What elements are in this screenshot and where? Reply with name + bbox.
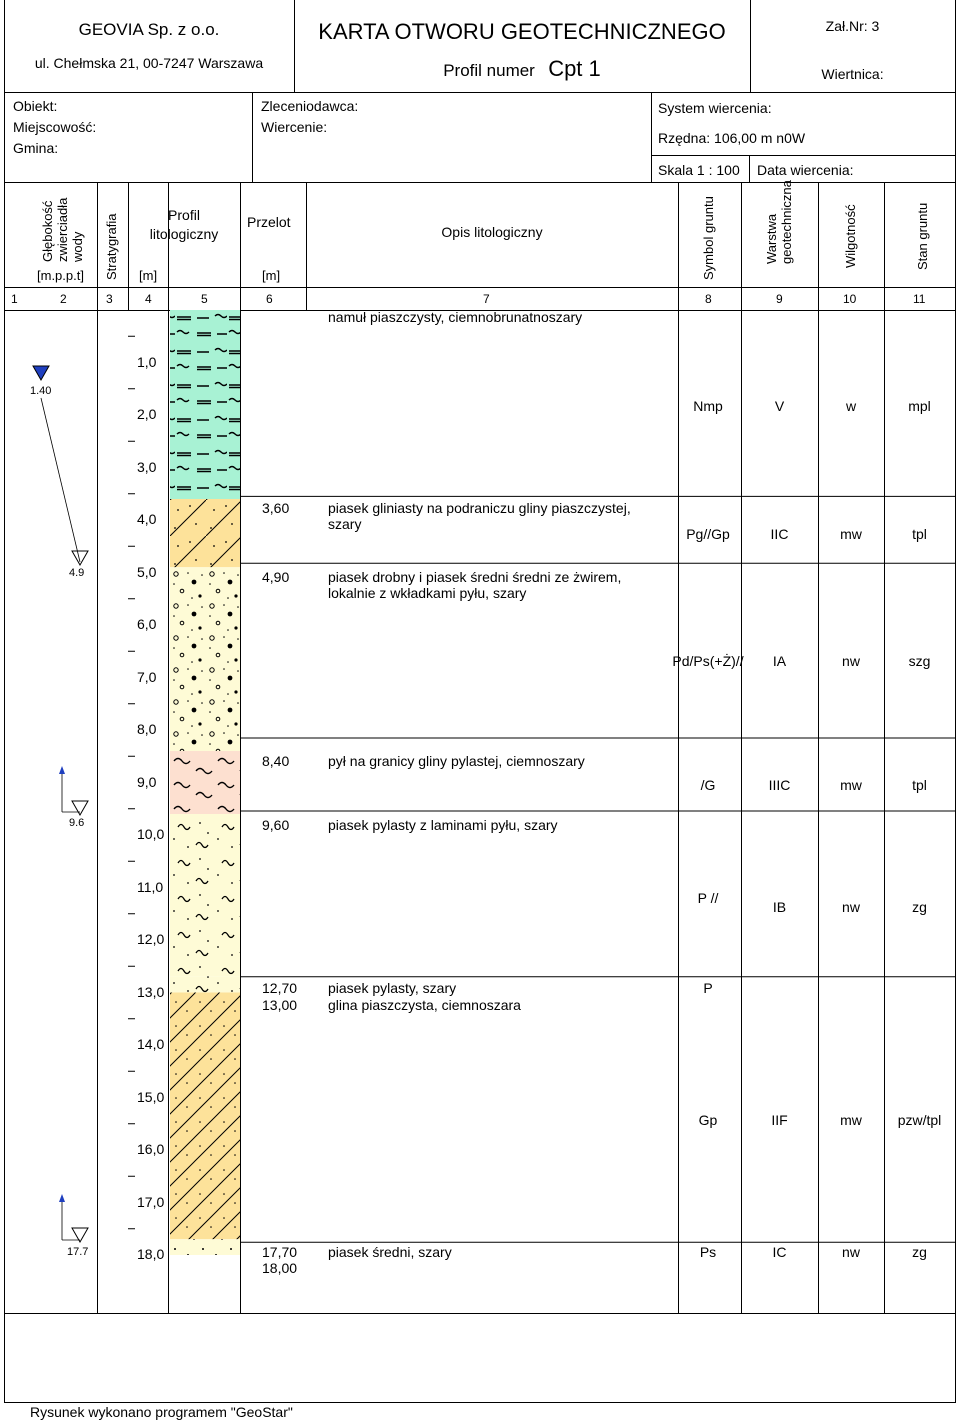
- company-name: GEOVIA Sp. z o.o.: [78, 20, 220, 39]
- water-level-value: 1.40: [30, 385, 52, 397]
- moisture-value: nw: [842, 1244, 860, 1260]
- scale-label: Skala 1 : 100: [658, 162, 740, 178]
- column-number: 6: [266, 292, 273, 306]
- geotech-layer: IIC: [770, 526, 789, 542]
- header-profile: Profil litologiczny: [149, 207, 219, 242]
- header-depth-water: Głębokość zwierciadła wody: [40, 197, 85, 262]
- depth-label: 8,0: [137, 721, 157, 737]
- page-title: KARTA OTWORU GEOTECHNICZNEGO: [318, 19, 726, 44]
- layer-description: szary: [328, 516, 362, 532]
- depth-label: 18,0: [137, 1246, 165, 1262]
- depth-label: 1,0: [137, 353, 157, 370]
- lithology-layer: [170, 1239, 240, 1255]
- soil-state: pzw/tpl: [897, 1112, 942, 1128]
- drilling-system-label: System wiercenia:: [658, 100, 772, 116]
- column-number: 3: [106, 292, 113, 306]
- water-level-value: 17.7: [67, 1246, 89, 1258]
- water-level-marker-icon: [72, 801, 88, 815]
- depth-label: 16,0: [137, 1141, 165, 1157]
- header-interval: Przelot: [247, 214, 291, 230]
- soil-state: tpl: [912, 526, 927, 542]
- depth-label: 15,0: [137, 1088, 165, 1105]
- layer-description: pył na granicy gliny pylastej, ciemnoszary: [328, 753, 585, 769]
- layer-depth: 9,60: [262, 817, 290, 833]
- water-level-line: [41, 398, 80, 562]
- layer-description: piasek pylasty z laminami pyłu, szary: [328, 817, 558, 833]
- soil-symbol: P: [703, 980, 713, 996]
- object-label: Obiekt:: [13, 98, 58, 114]
- soil-symbol: Ps: [699, 1244, 717, 1260]
- header-geotech-layer: Warstwa geotechniczna: [764, 180, 794, 264]
- water-level-marker-icon: [72, 551, 88, 565]
- column-number: 10: [843, 292, 857, 306]
- locality-label: Miejscowość:: [13, 119, 97, 135]
- client-label: Zleceniodawca:: [261, 98, 359, 114]
- drilling-date-label: Data wiercenia:: [757, 162, 854, 178]
- header-profile-unit: [m]: [139, 268, 158, 283]
- final-depth: 18,00: [262, 1260, 298, 1276]
- column-number: 5: [201, 292, 208, 306]
- geotech-layer: IC: [772, 1244, 787, 1260]
- moisture-value: mw: [840, 526, 862, 542]
- layer-description: piasek gliniasty na podraniczu gliny piaszczystej,: [328, 500, 631, 516]
- soil-symbol: Nmp: [693, 398, 723, 414]
- lithology-layer: [170, 751, 240, 814]
- moisture-value: w: [845, 398, 857, 414]
- column-number: 1: [11, 292, 18, 306]
- layer-description: piasek pylasty, szary: [328, 980, 457, 996]
- geotech-layer: IIIC: [768, 777, 791, 793]
- geotech-layer: IIF: [771, 1112, 788, 1128]
- water-rise-arrow-icon: [59, 766, 65, 774]
- soil-symbol: /G: [700, 777, 716, 793]
- header-moisture: Wilgotność: [843, 204, 858, 268]
- elevation-label: Rzędna: 106,00 m n0W: [658, 130, 806, 146]
- layer-depth: 13,00: [262, 997, 298, 1013]
- soil-symbol: P //: [697, 890, 719, 906]
- layer-depth: 4,90: [262, 569, 290, 585]
- commune-label: Gmina:: [13, 140, 59, 156]
- layer-description: piasek średni, szary: [328, 1244, 452, 1260]
- geotech-layer: V: [774, 398, 785, 414]
- depth-label: 3,0: [137, 458, 157, 475]
- column-number: 11: [913, 292, 926, 306]
- moisture-value: mw: [840, 777, 862, 793]
- profile-label: Profil numer: [443, 61, 535, 80]
- depth-label: 2,0: [137, 406, 157, 422]
- lithology-layer: [170, 993, 240, 1240]
- geotech-layer: IA: [772, 653, 787, 669]
- soil-symbol: Pd/Ps(+Ż)//: [672, 653, 744, 669]
- depth-label: 6,0: [137, 616, 157, 632]
- water-level-marker-icon: [33, 366, 49, 380]
- soil-symbol: Gp: [698, 1112, 718, 1128]
- lithology-layer: [170, 567, 240, 751]
- layer-depth: 17,70: [262, 1244, 298, 1260]
- layer-depth: 3,60: [262, 500, 290, 516]
- header-soil-symbol: Symbol gruntu: [701, 196, 716, 280]
- depth-label: 9,0: [137, 773, 157, 790]
- soil-symbol: Pg//Gp: [686, 526, 730, 542]
- column-number: 9: [776, 292, 783, 306]
- water-level-value: 9.6: [69, 817, 85, 829]
- layer-description: lokalnie z wkładkami pyłu, szary: [328, 585, 527, 601]
- column-number: 7: [483, 292, 490, 306]
- rig-label: Wiertnica:: [821, 66, 884, 82]
- header-interval-unit: [m]: [262, 268, 281, 283]
- layer-depth: 8,40: [262, 753, 290, 769]
- depth-label: 4,0: [137, 511, 157, 527]
- water-rise-arrow-icon: [59, 1194, 65, 1202]
- lithology-layer: [170, 310, 240, 499]
- depth-label: 7,0: [137, 668, 157, 685]
- soil-state: mpl: [908, 398, 931, 414]
- moisture-value: nw: [842, 899, 860, 915]
- column-number: 2: [60, 292, 67, 306]
- depth-label: 5,0: [137, 563, 157, 580]
- soil-state: zg: [912, 1244, 927, 1260]
- footer-note: Rysunek wykonano programem "GeoStar": [30, 1404, 293, 1420]
- layer-description: glina piaszczysta, ciemnoszara: [328, 997, 521, 1013]
- lithology-layer: [170, 814, 240, 977]
- depth-label: 13,0: [137, 983, 165, 1000]
- header-stratigraphy: Stratygrafia: [104, 213, 119, 280]
- depth-label: 17,0: [137, 1193, 165, 1210]
- depth-label: 12,0: [137, 931, 165, 947]
- depth-label: 11,0: [137, 878, 164, 895]
- attachment-number: Zał.Nr: 3: [825, 18, 880, 34]
- layer-depth: 12,70: [262, 980, 298, 996]
- soil-state: tpl: [912, 777, 927, 793]
- company-address: ul. Chełmska 21, 00-7247 Warszawa: [34, 55, 264, 71]
- moisture-value: nw: [842, 653, 860, 669]
- soil-state: szg: [908, 653, 931, 669]
- header-depth-unit: [m.p.p.t]: [37, 268, 84, 283]
- moisture-value: mw: [840, 1112, 862, 1128]
- lithology-layer: [170, 977, 240, 993]
- lithology-layer: [170, 499, 240, 567]
- soil-state: zg: [912, 899, 927, 915]
- header-soil-state: Stan gruntu: [915, 202, 930, 270]
- column-number: 8: [705, 292, 712, 306]
- depth-label: 10,0: [137, 826, 165, 842]
- header-description: Opis litologiczny: [441, 224, 543, 240]
- profile-number: Cpt 1: [548, 56, 601, 81]
- layer-description: piasek drobny i piasek średni średni ze żwirem,: [328, 569, 622, 585]
- geotech-layer: IB: [772, 899, 787, 915]
- water-level-value: 4.9: [69, 567, 85, 579]
- depth-label: 14,0: [137, 1036, 165, 1052]
- drilling-label: Wiercenie:: [261, 119, 328, 135]
- column-number: 4: [145, 292, 152, 306]
- layer-description: namuł piaszczysty, ciemnobrunatnoszary: [328, 309, 583, 325]
